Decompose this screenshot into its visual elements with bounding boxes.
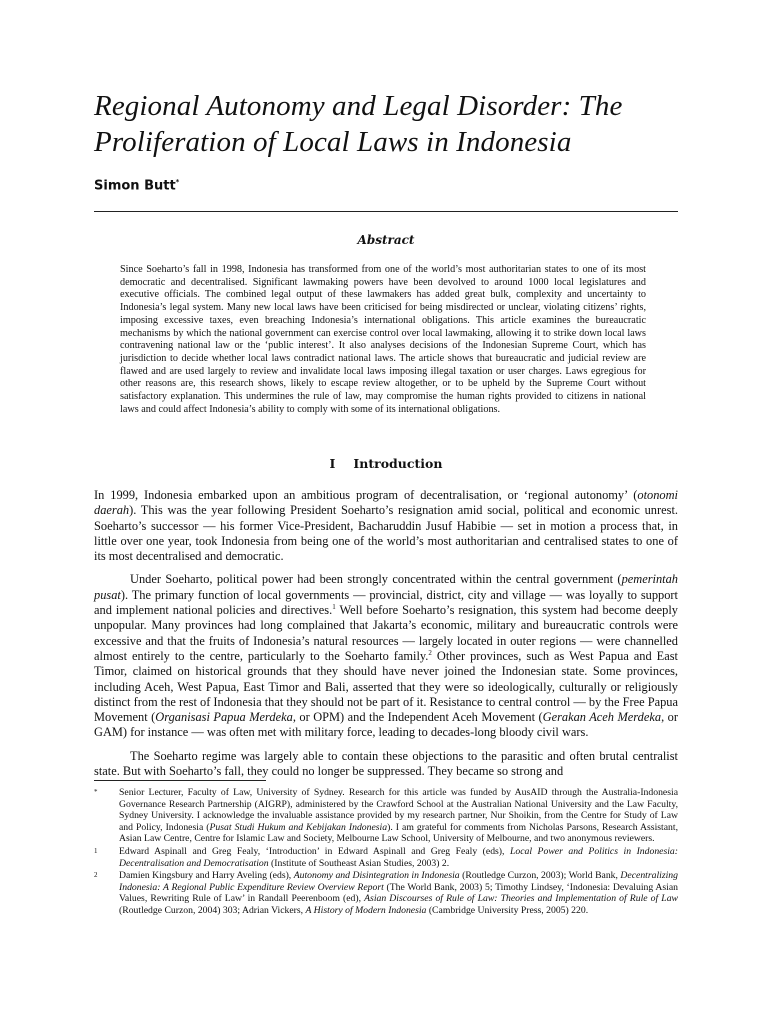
footnote-divider [94, 780, 266, 781]
title-line-2: Proliferation of Local Laws in Indonesia [94, 126, 572, 158]
section-title: Introduction [353, 456, 443, 471]
title-line-1: Regional Autonomy and Legal Disorder: The [94, 90, 623, 122]
author-name: Simon Butt [94, 178, 176, 194]
paper-title [94, 88, 678, 160]
section-number: I [329, 456, 336, 471]
paragraph-3: The Soeharto regime was largely able to contain these objections to the parasitic and often brutal centralist state. But with Soeharto’s fall, they could no longer be suppressed. They became so strong and [94, 748, 678, 779]
paragraph-1: In 1999, Indonesia embarked upon an ambitious program of decentralisation, or ‘regional autonomy’ (otonomi daerah). This was the year following President Soeharto’s resignation amid social, political and economic unrest. Soeharto’s successor — his former Vice-President, Bacharuddin Jusuf Habibie — set in motion a process that, in little over one year, took Indonesia from being one of the world’s most authoritarian and centralised states to one of its most decentralised and democratic. [94, 488, 678, 564]
footnote-ref-1[interactable]: 1 [332, 602, 336, 611]
body-text [94, 488, 678, 787]
footnote-1 [94, 846, 678, 869]
footnotes [94, 787, 678, 918]
footnote-text: Edward Aspinall and Greg Fealy, ‘Introduction’ in Edward Aspinall and Greg Fealy (eds), Local Power and Politics in Indonesia: Decentralisation and Democratisation (Institute of Southeast Asian Studies, 2003) 2. [119, 845, 678, 869]
author [94, 178, 179, 193]
footnote-mark: 1 [94, 846, 98, 855]
footnote-text: Senior Lecturer, Faculty of Law, University of Sydney. Research for this article was funded by AusAID through the Australia-Indonesia Governance Research Partnership (AIGRP), administered by the Crawford School at the Australian National University and the Law Faculty, Sydney University. I acknowledge the invaluable assistance provided by my research partner, Nur Shoikin, from the Centre for Study of Law and Policy, Indonesia (Pusat Studi Hukum and Kebijakan Indonesia). I am grateful for comments from Nicholas Parsons, Research Assistant, Asian Law Centre, Centre for Islamic Law and Society, Melbourne Law School, University of Melbourne, and two anonymous reviewers. [119, 787, 678, 845]
abstract-heading: Abstract [357, 233, 415, 247]
paragraph-2: Under Soeharto, political power had been strongly concentrated within the central government (pemerintah pusat). The primary function of local governments — provincial, district, city and village — was loyally to support and implement national policies and directives.$^1$ Well before Soeharto’s resignation, this system had become deeply unpopular. Many provinces had long complained that Jakarta’s economic, military and bureaucratic controls were excessive and that the fruits of Indonesia’s natural resources — largely located in outer regions — were channelled almost entirely to the centre, particularly to the Soeharto family.$^2$ Other provinces, such as West Papua and East Timor, claimed on historical grounds that they should have never joined the Indonesian state. Some provinces, including Aceh, West Papua, East Timor and Bali, asserted that they were so ideologically, culturally or religiously distinct from the rest of Indonesia that they should not be part of it. Resistance to central control — by the Free Papua Movement (Organisasi Papua Merdeka, or OPM) and the Independent Aceh Movement (Gerakan Aceh Merdeka, or GAM) for instance — was often met with military force, leading to decades-long bloody civil wars. [94, 572, 678, 740]
author-footnote-mark: * [175, 178, 180, 186]
abstract-text: Since Soeharto’s fall in 1998, Indonesia has transformed from one of the world’s most authoritarian states to one of its most democratic and decentralised. Significant lawmaking powers have been devolved to around 1000 local legislatures and executive officials. The combined legal output of these lawmakers has added great bulk, complexity and uncertainty to Indonesia’s legal system. Many new local laws have been criticised for being misdirected or unclear, violating citizens’ rights, imposing excessive taxes, even breaching Indonesia’s international obligations. This article examines the bureaucratic mechanisms by which the national government can exercise control over local lawmaking, allowing it to strike down local laws contravening national law or the ‘public interest’. It also analyses decisions of the Indonesian Supreme Court, which has jurisdiction to decide whether local laws contradict national laws. The article shows that bureaucratic and judicial review are flawed and are used largely to review and invalidate local laws imposing illegal taxation or user charges. Laws egregious for other reasons are, this research shows, likely to escape review altogether, or to be upheld by the Supreme Court without satisfactory explanation. This undermines the rule of law, may compromise the human rights provided to citizens in national laws and could affect Indonesia’s ability to comply with some of its international obligations. [120, 264, 646, 415]
footnote-text: Damien Kingsbury and Harry Aveling (eds), Autonomy and Disintegration in Indonesia (Routledge Curzon, 2003); World Bank, Decentralizing Indonesia: A Regional Public Expenditure Review Overview Report (The World Bank, 2003) 5; Timothy Lindsey, ‘Indonesia: Devaluing Asian Values, Rewriting Rule of Law’ in Randall Peerenboom (ed), Asian Discourses of Rule of Law: Theories and Implementation of Rule of Law (Routledge Curzon, 2004) 303; Adrian Vickers, A History of Modern Indonesia (Cambridge University Press, 2005) 220. [119, 870, 679, 916]
section-heading [94, 456, 678, 471]
footnote-mark: * [94, 788, 98, 796]
title-divider [94, 211, 678, 212]
footnote-author [94, 787, 678, 845]
footnote-mark: 2 [94, 871, 98, 880]
footnote-ref-2[interactable]: 2 [428, 648, 432, 657]
footnote-2 [94, 870, 678, 916]
paper-page [94, 0, 678, 1024]
